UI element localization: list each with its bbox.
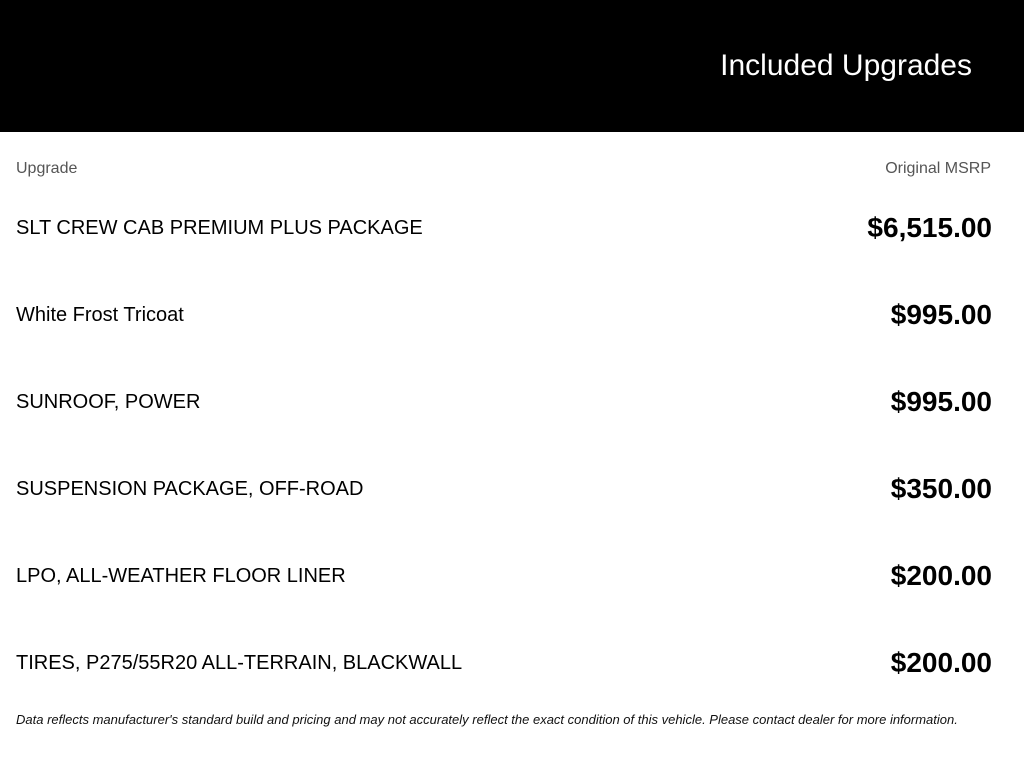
upgrade-name: LPO, ALL-WEATHER FLOOR LINER: [16, 565, 346, 587]
upgrade-row: [16, 635, 992, 722]
upgrade-name: SLT CREW CAB PREMIUM PLUS PACKAGE: [16, 217, 423, 239]
column-header-upgrade: Upgrade: [16, 160, 78, 177]
upgrade-price: $200.00: [890, 647, 992, 678]
upgrades-list: [16, 200, 992, 722]
column-headers: [16, 160, 991, 180]
upgrade-row: [16, 200, 992, 287]
page-header: [0, 0, 1024, 132]
upgrade-price: $200.00: [890, 560, 992, 591]
upgrade-row: [16, 374, 992, 461]
disclaimer-note: Data reflects manufacturer's standard build and pricing and may not accurately reflect the exact condition of this vehicle. Please contact dealer for more information.: [16, 712, 958, 727]
upgrade-name: White Frost Tricoat: [16, 304, 184, 326]
upgrade-price: $995.00: [890, 386, 992, 417]
upgrade-name: SUNROOF, POWER: [16, 391, 201, 413]
upgrade-name: TIRES, P275/55R20 ALL-TERRAIN, BLACKWALL: [16, 652, 463, 674]
upgrade-row: [16, 287, 992, 374]
upgrade-row: [16, 548, 992, 635]
upgrade-name: SUSPENSION PACKAGE, OFF-ROAD: [16, 478, 364, 500]
column-header-msrp: Original MSRP: [885, 160, 991, 177]
upgrade-row: [16, 461, 992, 548]
upgrade-price: $350.00: [890, 473, 992, 504]
upgrade-price: $6,515.00: [867, 212, 992, 243]
page-title: Included Upgrades: [720, 49, 972, 82]
upgrade-price: $995.00: [890, 299, 992, 330]
